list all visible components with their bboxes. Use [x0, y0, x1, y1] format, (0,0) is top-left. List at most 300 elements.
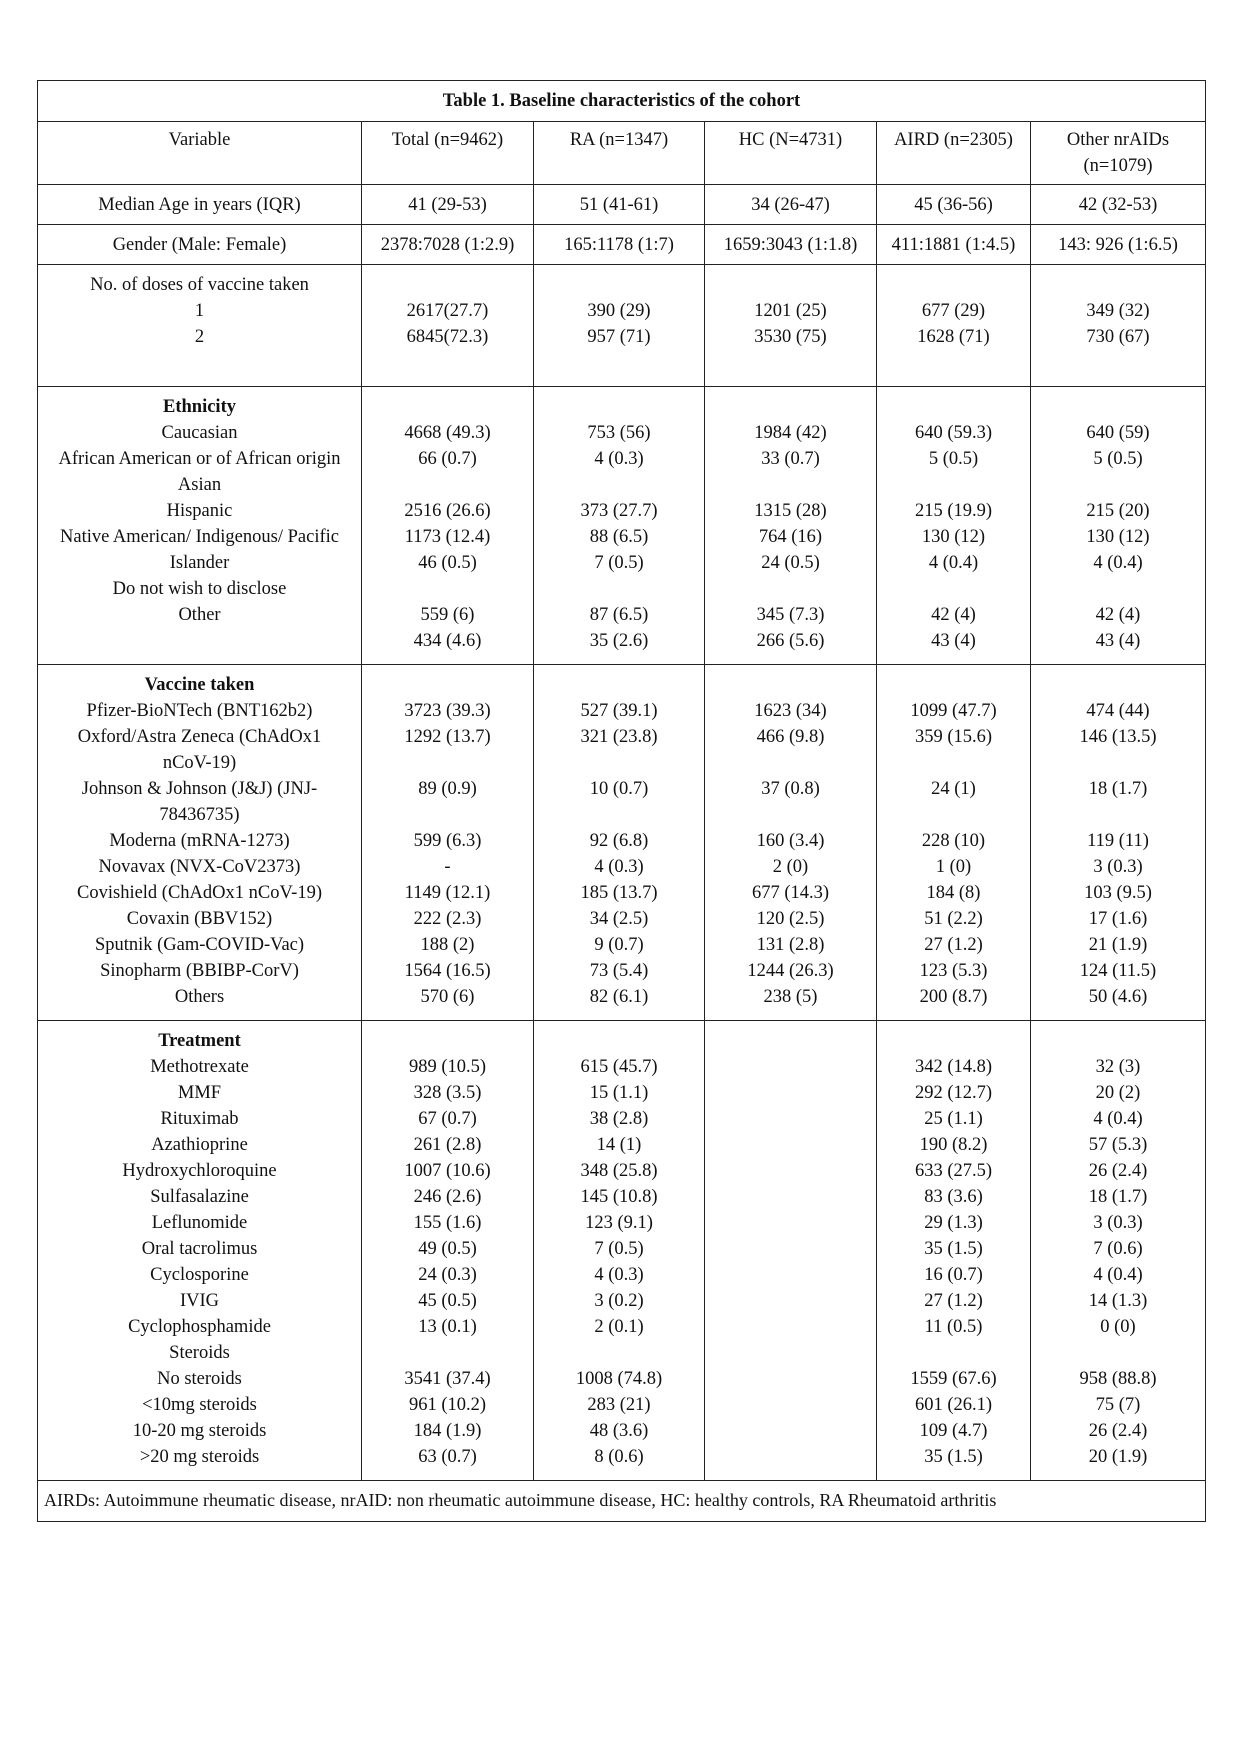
cell-value: 32 (3): [1095, 1057, 1141, 1077]
cell-value: 764 (16): [758, 527, 823, 547]
cell-value: 51 (2.2): [924, 909, 983, 929]
cell-value: [879, 802, 1028, 828]
table-title: Table 1. Baseline characteristics of the cohort: [38, 81, 1206, 122]
cell-value: 570 (6): [420, 987, 475, 1007]
cell-value: 88 (6.5): [589, 527, 649, 547]
cell-value: [536, 576, 702, 602]
block-value-cell: [534, 265, 705, 387]
cell-value: 633 (27.5): [914, 1161, 993, 1181]
cell-value: 45 (0.5): [418, 1291, 477, 1311]
cell-value: 1628 (71): [917, 327, 990, 347]
cell-value: [707, 1080, 874, 1106]
variable-label: Sulfasalazine: [150, 1187, 249, 1207]
variable-label: Novavax (NVX-CoV2373): [98, 857, 301, 877]
cell-value: 24 (0.5): [761, 553, 820, 573]
cell-value: [536, 272, 702, 298]
cell-value: [707, 1392, 874, 1418]
variable-label: Leflunomide: [151, 1213, 248, 1233]
cell-value: 4 (0.4): [1093, 553, 1143, 573]
block-value-cell: [362, 665, 534, 1021]
cell-value: 222 (2.3): [413, 909, 482, 929]
cell-value: 160 (3.4): [756, 831, 825, 851]
header-column: Total (n=9462): [362, 122, 534, 185]
cell-value: 24 (0.3): [418, 1265, 477, 1285]
cell-value: [879, 1028, 1028, 1054]
cell-value: [364, 1028, 531, 1054]
cell-value: [879, 672, 1028, 698]
variable-label: Other: [178, 605, 221, 625]
cell-value: 26 (2.4): [1088, 1421, 1148, 1441]
cell-value: [707, 1262, 874, 1288]
cell-value: 466 (9.8): [756, 727, 825, 747]
cell-value: [1033, 472, 1203, 498]
variable-label: Others: [174, 987, 225, 1007]
cell-value: [536, 350, 702, 376]
block-value-cell: [877, 1021, 1031, 1481]
variable-label: Steroids: [169, 1343, 230, 1363]
variable-label: Pfizer-BioNTech (BNT162b2): [86, 701, 313, 721]
cell-value: 321 (23.8): [580, 727, 658, 747]
cell-value: 349 (32): [1086, 301, 1150, 321]
cell-value: 3530 (75): [754, 327, 827, 347]
variable-label: >20 mg steroids: [139, 1447, 260, 1467]
cell-value: 4 (0.3): [594, 1265, 644, 1285]
cell-value: [364, 350, 531, 376]
variable-label: Methotrexate: [150, 1057, 249, 1077]
cell-value: 145 (10.8): [580, 1187, 658, 1207]
cell-value: [1033, 1028, 1203, 1054]
cell-value: 345 (7.3): [756, 605, 825, 625]
cell-value: 215 (20): [1086, 501, 1150, 521]
table-block: [38, 265, 1206, 387]
cell-value: 2516 (26.6): [404, 501, 491, 521]
cell-value: 4 (0.4): [1093, 1265, 1143, 1285]
cell-value: 43 (4): [931, 631, 976, 651]
cell-value: 190 (8.2): [919, 1135, 988, 1155]
cell-value: [707, 1210, 874, 1236]
block-value-cell: [1031, 265, 1206, 387]
cell-value: [707, 1314, 874, 1340]
cell-value: 7 (0.6): [1093, 1239, 1143, 1259]
header-variable: Variable: [38, 122, 362, 185]
cell-value: [707, 1366, 874, 1392]
variable-label: 78436735): [159, 805, 240, 825]
cell-value: 24 (1): [931, 779, 976, 799]
cell-value: 1984 (42): [754, 423, 827, 443]
table-footnote: AIRDs: Autoimmune rheumatic disease, nrAID: non rheumatic autoimmune disease, HC: healthy controls, RA Rheumatoid arthritis: [38, 1481, 1206, 1522]
cell-value: 26 (2.4): [1088, 1161, 1148, 1181]
cell-value: 66 (0.7): [418, 449, 477, 469]
cell-value: 5 (0.5): [928, 449, 979, 469]
cell-value: [536, 394, 702, 420]
variable-label: Johnson & Johnson (J&J) (JNJ-: [81, 779, 318, 799]
table-block: [38, 665, 1206, 1021]
variable-label: Sputnik (Gam-COVID-Vac): [94, 935, 305, 955]
cell-value: [707, 1106, 874, 1132]
cell-value: 348 (25.8): [580, 1161, 658, 1181]
cell-value: 82 (6.1): [589, 987, 649, 1007]
block-value-cell: [1031, 665, 1206, 1021]
cell-value: 63 (0.7): [418, 1447, 477, 1467]
row-value: 41 (29-53): [362, 185, 534, 225]
row-value: 51 (41-61): [534, 185, 705, 225]
block-value-cell: [534, 387, 705, 665]
cell-value: 527 (39.1): [580, 701, 658, 721]
header-row: [38, 122, 1206, 185]
cell-value: 6845(72.3): [406, 327, 489, 347]
table-block: [38, 1021, 1206, 1481]
block-value-cell: [877, 665, 1031, 1021]
cell-value: [707, 1236, 874, 1262]
cell-value: 50 (4.6): [1088, 987, 1148, 1007]
cell-value: 185 (13.7): [580, 883, 658, 903]
section-heading: Treatment: [158, 1031, 241, 1051]
cell-value: 2 (0): [772, 857, 809, 877]
cell-value: [879, 394, 1028, 420]
cell-value: 266 (5.6): [756, 631, 825, 651]
variable-label: Azathioprine: [151, 1135, 248, 1155]
cell-value: 3 (0.3): [1093, 857, 1143, 877]
cell-value: 9 (0.7): [594, 935, 644, 955]
cell-value: [879, 750, 1028, 776]
row-label: Median Age in years (IQR): [38, 185, 362, 225]
cell-value: 599 (6.3): [413, 831, 482, 851]
cell-value: [879, 576, 1028, 602]
cell-value: 1201 (25): [754, 301, 827, 321]
cell-value: [707, 1158, 874, 1184]
cell-value: 130 (12): [921, 527, 986, 547]
cell-value: 27 (1.2): [924, 1291, 983, 1311]
block-value-cell: [705, 387, 877, 665]
cell-value: 34 (2.5): [589, 909, 649, 929]
cell-value: 958 (88.8): [1079, 1369, 1157, 1389]
cell-value: [879, 472, 1028, 498]
block-value-cell: [362, 387, 534, 665]
cell-value: [707, 1288, 874, 1314]
cell-value: [536, 672, 702, 698]
variable-label: Hispanic: [166, 501, 233, 521]
cell-value: [536, 472, 702, 498]
cell-value: 238 (5): [763, 987, 818, 1007]
section-heading: Ethnicity: [163, 397, 236, 417]
variable-label: Moderna (mRNA-1273): [109, 831, 290, 851]
cell-value: 0 (0): [1100, 1317, 1136, 1337]
variable-label: Covishield (ChAdOx1 nCoV-19): [77, 883, 322, 903]
cell-value: [536, 1340, 702, 1366]
cell-value: [707, 1444, 874, 1470]
cell-value: 228 (10): [921, 831, 986, 851]
cell-value: 283 (21): [587, 1395, 651, 1415]
cell-value: 359 (15.6): [914, 727, 993, 747]
cell-value: 677 (14.3): [751, 883, 830, 903]
cell-value: 49 (0.5): [418, 1239, 477, 1259]
cell-value: [707, 472, 874, 498]
block-value-cell: [534, 665, 705, 1021]
cell-value: 38 (2.8): [589, 1109, 649, 1129]
block-value-cell: [705, 1021, 877, 1481]
cell-value: 20 (2): [1095, 1083, 1141, 1103]
cell-value: 2 (0.1): [594, 1317, 644, 1337]
cell-value: 120 (2.5): [756, 909, 825, 929]
cell-value: 46 (0.5): [418, 553, 477, 573]
cell-value: [1033, 750, 1203, 776]
block-value-cell: [362, 1021, 534, 1481]
cell-value: 131 (2.8): [756, 935, 825, 955]
cell-value: 67 (0.7): [418, 1109, 477, 1129]
cell-value: [364, 472, 531, 498]
block-value-cell: [1031, 387, 1206, 665]
cell-value: 292 (12.7): [914, 1083, 993, 1103]
table-row: [38, 225, 1206, 265]
variable-label: 10-20 mg steroids: [132, 1421, 267, 1441]
cell-value: 1315 (28): [754, 501, 827, 521]
cell-value: [1033, 394, 1203, 420]
variable-label: Rituximab: [160, 1109, 239, 1129]
header-column: HC (N=4731): [705, 122, 877, 185]
row-value: 45 (36-56): [877, 185, 1031, 225]
cell-value: [364, 576, 531, 602]
cell-value: 16 (0.7): [924, 1265, 983, 1285]
variable-label: Native American/ Indigenous/ Pacific: [60, 527, 339, 547]
cell-value: 33 (0.7): [761, 449, 820, 469]
cell-value: [364, 394, 531, 420]
cell-value: 1099 (47.7): [910, 701, 997, 721]
cell-value: 730 (67): [1086, 327, 1150, 347]
variable-label: Oral tacrolimus: [141, 1239, 258, 1259]
table-row: [38, 185, 1206, 225]
cell-value: 123 (9.1): [585, 1213, 653, 1233]
cell-value: 15 (1.1): [589, 1083, 649, 1103]
cell-value: [1033, 672, 1203, 698]
cell-value: [1033, 576, 1203, 602]
cell-value: 5 (0.5): [1093, 449, 1143, 469]
row-value: 2378:7028 (1:2.9): [362, 225, 534, 265]
cell-value: 1 (0): [935, 857, 972, 877]
cell-value: 7 (0.5): [594, 553, 644, 573]
cell-value: [879, 350, 1028, 376]
row-value: 411:1881 (1:4.5): [877, 225, 1031, 265]
cell-value: 155 (1.6): [413, 1213, 482, 1233]
cell-value: 130 (12): [1086, 527, 1150, 547]
variable-label: Cyclosporine: [150, 1265, 249, 1285]
block-value-cell: [877, 265, 1031, 387]
block-value-cell: [1031, 1021, 1206, 1481]
variable-label: African American or of African origin: [58, 449, 341, 469]
cell-value: 13 (0.1): [418, 1317, 477, 1337]
cell-value: 989 (10.5): [408, 1057, 487, 1077]
baseline-characteristics-table: [37, 80, 1206, 1522]
cell-value: 103 (9.5): [1084, 883, 1152, 903]
cell-value: [707, 1184, 874, 1210]
block-value-cell: [705, 265, 877, 387]
row-value: 1659:3043 (1:1.8): [705, 225, 877, 265]
block-label-cell: [38, 1021, 362, 1481]
cell-value: 957 (71): [587, 327, 651, 347]
header-column: Other nrAIDs (n=1079): [1031, 122, 1206, 185]
variable-label: IVIG: [179, 1291, 220, 1311]
cell-value: [707, 1028, 874, 1054]
cell-value: 123 (5.3): [919, 961, 988, 981]
cell-value: 87 (6.5): [589, 605, 649, 625]
cell-value: 146 (13.5): [1079, 727, 1157, 747]
cell-value: 57 (5.3): [1088, 1135, 1148, 1155]
cell-value: 17 (1.6): [1088, 909, 1148, 929]
cell-value: 35 (1.5): [924, 1447, 983, 1467]
cell-value: 18 (1.7): [1088, 779, 1148, 799]
cell-value: [1033, 272, 1203, 298]
variable-label: Asian: [177, 475, 222, 495]
cell-value: 18 (1.7): [1088, 1187, 1148, 1207]
cell-value: 601 (26.1): [914, 1395, 993, 1415]
cell-value: [364, 672, 531, 698]
cell-value: 3541 (37.4): [404, 1369, 491, 1389]
cell-value: [707, 802, 874, 828]
cell-value: 4 (0.4): [1093, 1109, 1143, 1129]
block-value-cell: [705, 665, 877, 1021]
cell-value: 1559 (67.6): [910, 1369, 997, 1389]
cell-value: [707, 576, 874, 602]
cell-value: [707, 1054, 874, 1080]
cell-value: 42 (4): [1095, 605, 1141, 625]
cell-value: 1007 (10.6): [404, 1161, 491, 1181]
variable-label: Oxford/Astra Zeneca (ChAdOx1: [77, 727, 322, 747]
cell-value: 1008 (74.8): [575, 1369, 663, 1389]
cell-value: 119 (11): [1087, 831, 1149, 851]
cell-value: 29 (1.3): [924, 1213, 983, 1233]
cell-value: 42 (4): [931, 605, 976, 625]
cell-value: 4668 (49.3): [404, 423, 491, 443]
cell-value: 73 (5.4): [589, 961, 649, 981]
variable-label: 1: [194, 301, 205, 321]
variable-label: Cyclophosphamide: [128, 1317, 271, 1337]
cell-value: 92 (6.8): [589, 831, 649, 851]
cell-value: 328 (3.5): [413, 1083, 482, 1103]
cell-value: [707, 1132, 874, 1158]
cell-value: 11 (0.5): [924, 1317, 983, 1337]
variable-label: 2: [194, 327, 205, 347]
variable-label: Caucasian: [161, 423, 238, 443]
cell-value: [536, 802, 702, 828]
block-value-cell: [877, 387, 1031, 665]
cell-value: 615 (45.7): [580, 1057, 658, 1077]
cell-value: [1033, 802, 1203, 828]
cell-value: 4 (0.3): [594, 857, 644, 877]
row-value: 165:1178 (1:7): [534, 225, 705, 265]
variable-label: Covaxin (BBV152): [126, 909, 273, 929]
variable-label: [40, 350, 359, 376]
cell-value: [364, 750, 531, 776]
cell-value: [707, 1340, 874, 1366]
cell-value: 7 (0.5): [594, 1239, 644, 1259]
cell-value: 342 (14.8): [914, 1057, 993, 1077]
variable-label: Sinopharm (BBIBP-CorV): [100, 961, 299, 981]
variable-label: MMF: [177, 1083, 222, 1103]
cell-value: [1033, 1340, 1203, 1366]
block-value-cell: [534, 1021, 705, 1481]
cell-value: [879, 1340, 1028, 1366]
variable-label: [40, 628, 359, 654]
block-label-cell: [38, 665, 362, 1021]
cell-value: 3 (0.3): [1093, 1213, 1143, 1233]
section-heading: Vaccine taken: [144, 675, 255, 695]
cell-value: 261 (2.8): [413, 1135, 482, 1155]
variable-label: Hydroxychloroquine: [122, 1161, 277, 1181]
cell-value: 373 (27.7): [580, 501, 658, 521]
cell-value: 14 (1.3): [1088, 1291, 1148, 1311]
cell-value: 83 (3.6): [924, 1187, 983, 1207]
variable-label: nCoV-19): [162, 753, 237, 773]
cell-value: 3723 (39.3): [404, 701, 491, 721]
cell-value: 677 (29): [921, 301, 986, 321]
header-column: AIRD (n=2305): [877, 122, 1031, 185]
cell-value: 4 (0.3): [594, 449, 644, 469]
cell-value: 3 (0.2): [594, 1291, 644, 1311]
cell-value: 4 (0.4): [928, 553, 979, 573]
cell-value: 37 (0.8): [761, 779, 820, 799]
cell-value: 20 (1.9): [1088, 1447, 1148, 1467]
cell-value: 961 (10.2): [408, 1395, 487, 1415]
cell-value: [536, 750, 702, 776]
row-value: 42 (32-53): [1031, 185, 1206, 225]
cell-value: [364, 1340, 531, 1366]
cell-value: 246 (2.6): [413, 1187, 482, 1207]
cell-value: 43 (4): [1095, 631, 1141, 651]
cell-value: 1173 (12.4): [404, 527, 491, 547]
row-label: Gender (Male: Female): [38, 225, 362, 265]
cell-value: 8 (0.6): [594, 1447, 644, 1467]
cell-value: 474 (44): [1086, 701, 1150, 721]
variable-label: No steroids: [157, 1369, 242, 1389]
cell-value: 27 (1.2): [924, 935, 983, 955]
cell-value: 184 (1.9): [413, 1421, 482, 1441]
cell-value: [536, 1028, 702, 1054]
cell-value: [707, 272, 874, 298]
block-value-cell: [362, 265, 534, 387]
cell-value: 1292 (13.7): [404, 727, 491, 747]
cell-value: 25 (1.1): [924, 1109, 983, 1129]
row-value: 34 (26-47): [705, 185, 877, 225]
cell-value: 753 (56): [587, 423, 651, 443]
variable-label: Do not wish to disclose: [112, 579, 287, 599]
cell-value: 434 (4.6): [413, 631, 482, 651]
variable-label: No. of doses of vaccine taken: [90, 275, 309, 295]
cell-value: [364, 802, 531, 828]
block-label-cell: [38, 265, 362, 387]
cell-value: 640 (59.3): [914, 423, 993, 443]
cell-value: [707, 672, 874, 698]
cell-value: [707, 1418, 874, 1444]
cell-value: 640 (59): [1086, 423, 1150, 443]
cell-value: 559 (6): [420, 605, 475, 625]
cell-value: 1149 (12.1): [404, 883, 491, 903]
cell-value: 200 (8.7): [919, 987, 988, 1007]
cell-value: 10 (0.7): [589, 779, 649, 799]
cell-value: 1564 (16.5): [404, 961, 491, 981]
cell-value: 1623 (34): [754, 701, 827, 721]
cell-value: [707, 350, 874, 376]
cell-value: 188 (2): [420, 935, 475, 955]
table-block: [38, 387, 1206, 665]
row-value: 143: 926 (1:6.5): [1031, 225, 1206, 265]
cell-value: 124 (11.5): [1079, 961, 1157, 981]
cell-value: 2617(27.7): [406, 301, 489, 321]
cell-value: 14 (1): [596, 1135, 642, 1155]
variable-label: Islander: [169, 553, 230, 573]
cell-value: [707, 394, 874, 420]
cell-value: 75 (7): [1095, 1395, 1141, 1415]
cell-value: 35 (2.6): [589, 631, 649, 651]
variable-label: <10mg steroids: [142, 1395, 257, 1415]
